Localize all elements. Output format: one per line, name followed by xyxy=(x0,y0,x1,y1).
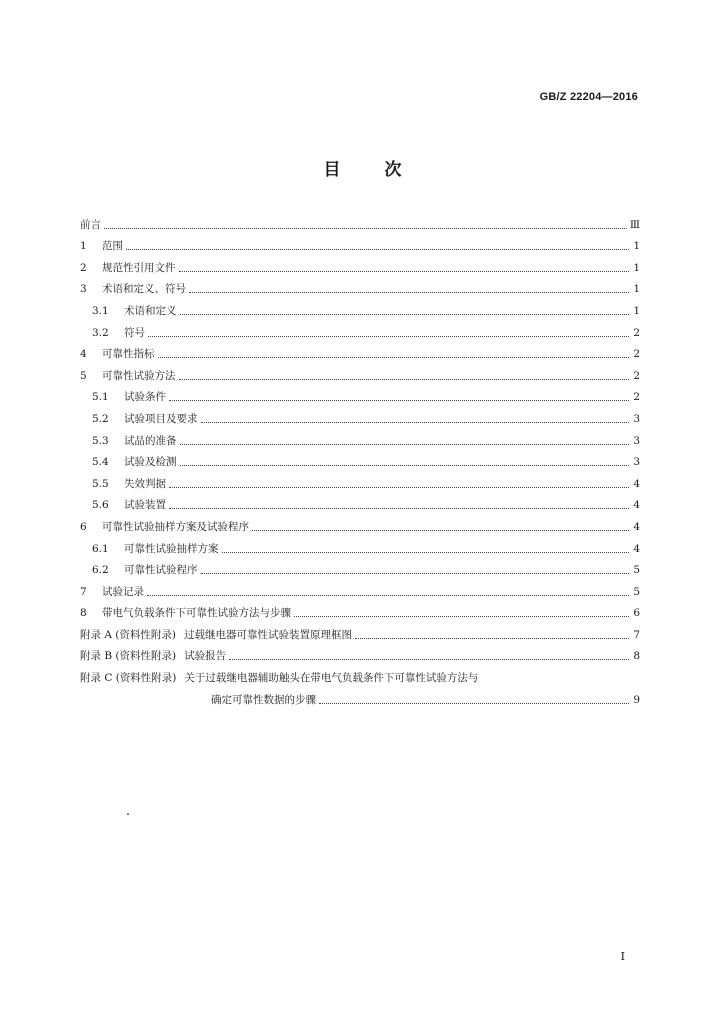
toc-entry-number: 5.1 xyxy=(92,391,109,404)
toc-entry[interactable] xyxy=(80,426,640,448)
dot-leader xyxy=(180,314,630,315)
toc-entry-title: 失效判据 xyxy=(124,477,166,490)
toc-entry-title: 试验记录 xyxy=(102,585,144,598)
toc-entry-title: 试品的准备 xyxy=(124,434,177,447)
toc-entry-page: 1 xyxy=(633,304,640,317)
toc-entry[interactable] xyxy=(80,663,640,685)
toc-entry-title: 可靠性指标 xyxy=(102,348,155,361)
toc-entry-number: 1 xyxy=(80,240,87,253)
toc-entry[interactable] xyxy=(80,491,640,513)
toc-entry[interactable] xyxy=(80,577,640,599)
toc-entry-page: 3 xyxy=(633,412,640,425)
toc-entry-number: 4 xyxy=(80,348,87,361)
toc-entry[interactable] xyxy=(80,253,640,275)
toc-entry-page: 6 xyxy=(633,607,640,620)
toc-entry-number: 8 xyxy=(80,607,87,620)
dot-leader xyxy=(294,616,629,617)
toc-entry[interactable] xyxy=(80,232,640,254)
page-number: I xyxy=(620,950,625,963)
page-title xyxy=(0,155,725,180)
toc-entry-number: 6.2 xyxy=(92,564,109,577)
toc-entry[interactable] xyxy=(80,620,640,642)
toc-entry-page: Ⅲ xyxy=(629,218,640,231)
toc-entry-title: 术语和定义、符号 xyxy=(102,283,186,296)
toc-entry-page: 1 xyxy=(633,240,640,253)
toc-entry-page: 1 xyxy=(633,283,640,296)
toc-entry-number: 附录 A (资料性附录) xyxy=(80,628,176,641)
toc-entry-page: 4 xyxy=(633,520,640,533)
toc-entry-title: 试验及检测 xyxy=(124,456,177,469)
toc-entry-number: 5.5 xyxy=(92,477,109,490)
toc-entry-number: 3.2 xyxy=(92,326,109,339)
toc-entry-page: 2 xyxy=(633,348,640,361)
toc-entry-number: 3.1 xyxy=(92,304,109,317)
title-char-2: 次 xyxy=(384,160,402,180)
toc-entry-page: 1 xyxy=(633,261,640,274)
toc-entry-number: 5.3 xyxy=(92,434,109,447)
toc-entry-title: 关于过载继电器辅助触头在带电气负载条件下可靠性试验方法与 xyxy=(184,672,479,685)
toc-entry-title: 可靠性试验程序 xyxy=(124,564,198,577)
toc-entry-title: 规范性引用文件 xyxy=(102,261,176,274)
toc-entry[interactable] xyxy=(80,318,640,340)
toc-entry-title: 可靠性试验方法 xyxy=(102,369,176,382)
dot-leader xyxy=(158,357,630,358)
dot-leader xyxy=(319,703,629,704)
toc-entry[interactable] xyxy=(80,448,640,470)
toc-entry-page: 5 xyxy=(633,564,640,577)
toc-entry-page: 2 xyxy=(633,326,640,339)
toc-entry[interactable] xyxy=(80,599,640,621)
dot-leader xyxy=(189,292,629,293)
toc-entry-page: 9 xyxy=(633,693,640,706)
dot-leader xyxy=(169,400,629,401)
toc-entry-title: 术语和定义 xyxy=(124,304,177,317)
toc-entry-number: 附录 B (资料性附录) xyxy=(80,650,177,663)
dot-leader xyxy=(355,638,629,639)
toc-entry[interactable] xyxy=(80,512,640,534)
toc-entry[interactable] xyxy=(80,210,640,232)
toc-entry-number: 6.1 xyxy=(92,542,109,555)
toc-entry-number: 5.4 xyxy=(92,456,109,469)
table-of-contents xyxy=(80,210,640,707)
toc-entry[interactable] xyxy=(80,534,640,556)
toc-entry-title-continued: 确定可靠性数据的步骤 xyxy=(211,693,316,706)
toc-entry-title: 可靠性试验抽样方案 xyxy=(124,542,219,555)
toc-entry-title: 试验装置 xyxy=(124,499,166,512)
dot-leader xyxy=(180,465,630,466)
toc-entry-page: 3 xyxy=(633,434,640,447)
dot-leader xyxy=(126,249,629,250)
title-char-1: 目 xyxy=(323,160,341,180)
dot-leader xyxy=(201,422,630,423)
toc-entry-title: 试验项目及要求 xyxy=(124,412,198,425)
dot-leader xyxy=(148,336,629,337)
toc-entry-page: 2 xyxy=(633,391,640,404)
stray-dot xyxy=(127,813,129,815)
toc-entry-title: 带电气负载条件下可靠性试验方法与步骤 xyxy=(102,607,291,620)
dot-leader xyxy=(104,228,627,229)
toc-entry-number: 2 xyxy=(80,261,87,274)
toc-entry-page: 7 xyxy=(633,628,640,641)
dot-leader xyxy=(201,573,630,574)
dot-leader xyxy=(229,659,629,660)
toc-entry-title: 过载继电器可靠性试验装置原理框图 xyxy=(183,628,352,641)
toc-entry[interactable] xyxy=(80,404,640,426)
toc-entry[interactable] xyxy=(80,556,640,578)
dot-leader xyxy=(252,530,629,531)
toc-entry[interactable] xyxy=(80,469,640,491)
toc-entry-number: 5 xyxy=(80,369,87,382)
toc-entry-page: 4 xyxy=(633,542,640,555)
toc-entry-number: 6 xyxy=(80,520,87,533)
dot-leader xyxy=(169,487,629,488)
toc-entry-continuation[interactable] xyxy=(80,685,640,707)
toc-entry[interactable] xyxy=(80,361,640,383)
toc-entry-title: 试验条件 xyxy=(124,391,166,404)
dot-leader xyxy=(179,271,630,272)
toc-entry-page: 2 xyxy=(633,369,640,382)
toc-entry-title: 试验报告 xyxy=(184,650,227,663)
toc-entry[interactable] xyxy=(80,296,640,318)
standard-code: GB/Z 22204—2016 xyxy=(539,91,638,103)
toc-entry-page: 4 xyxy=(633,477,640,490)
toc-entry-number: 5.2 xyxy=(92,412,109,425)
toc-entry-title: 范围 xyxy=(102,240,123,253)
toc-entry-number: 5.6 xyxy=(92,499,109,512)
toc-entry[interactable] xyxy=(80,642,640,664)
toc-entry-number: 7 xyxy=(80,585,87,598)
dot-leader xyxy=(169,508,629,509)
toc-entry[interactable] xyxy=(80,340,640,362)
toc-entry-number: 附录 C (资料性附录) xyxy=(80,672,177,685)
toc-entry-page: 4 xyxy=(633,499,640,512)
toc-entry-title: 前言 xyxy=(80,218,101,231)
toc-entry-page: 5 xyxy=(633,585,640,598)
toc-entry[interactable] xyxy=(80,383,640,405)
dot-leader xyxy=(180,444,630,445)
dot-leader xyxy=(179,379,630,380)
dot-leader xyxy=(147,595,629,596)
toc-entry-title: 符号 xyxy=(124,326,145,339)
toc-entry-title: 可靠性试验抽样方案及试验程序 xyxy=(102,520,249,533)
toc-entry-number: 3 xyxy=(80,283,87,296)
toc-entry[interactable] xyxy=(80,275,640,297)
dot-leader xyxy=(222,552,630,553)
toc-entry-page: 8 xyxy=(633,650,640,663)
toc-entry-page: 3 xyxy=(633,456,640,469)
